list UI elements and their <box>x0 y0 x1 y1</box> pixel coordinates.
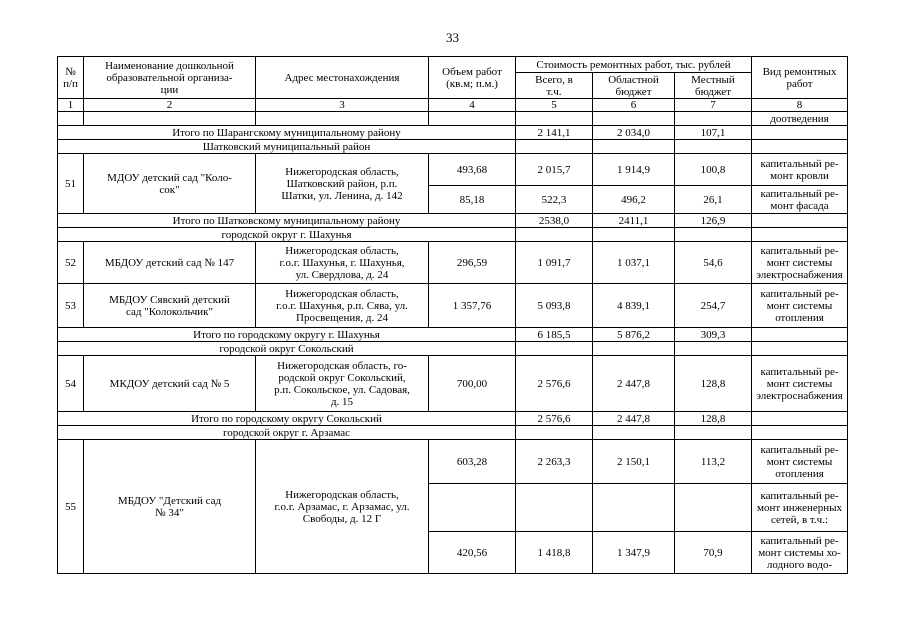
regional-cell: 2 447,8 <box>593 412 675 426</box>
col-number: 6 <box>593 99 675 112</box>
row-num: 55 <box>58 440 84 574</box>
address-cell: Нижегородская область, г.о.г. Арзамас, г. Арзамас, ул. Свободы, д. 12 Г <box>256 440 429 574</box>
total-cell: 2 015,7 <box>516 154 593 186</box>
address-cell: Нижегородская область, го- родской округ Сокольский, р.п. Сокольское, ул. Садовая, д. 15 <box>256 356 429 412</box>
institution-name: МБДОУ детский сад № 147 <box>84 242 256 284</box>
col-number: 8 <box>752 99 848 112</box>
local-cell: 128,8 <box>675 356 752 412</box>
subtotal-row <box>58 214 848 228</box>
volume-cell: 1 357,76 <box>429 284 516 328</box>
district-header-row <box>58 228 848 242</box>
regional-cell: 496,2 <box>593 186 675 214</box>
district-header: городской округ Сокольский <box>58 342 516 356</box>
header-total: Всего, в т.ч. <box>516 73 593 99</box>
address-cell: Нижегородская область, г.о.г. Шахунья, р.п. Сява, ул. Просвещения, д. 24 <box>256 284 429 328</box>
col-number: 2 <box>84 99 256 112</box>
col-number: 1 <box>58 99 84 112</box>
subtotal-label: Итого по Шатковскому муниципальному району <box>58 214 516 228</box>
total-cell: 2 141,1 <box>516 126 593 140</box>
local-cell: 128,8 <box>675 412 752 426</box>
district-header: городской округ г. Арзамас <box>58 426 516 440</box>
col-number: 3 <box>256 99 429 112</box>
regional-cell: 1 914,9 <box>593 154 675 186</box>
page-number: 33 <box>446 30 459 45</box>
work-type-cell: капитальный ре- монт инженерных сетей, в т.ч.: <box>752 484 848 532</box>
work-type-cell: капитальный ре- монт системы хо- лодного водо- <box>752 532 848 574</box>
total-cell: 522,3 <box>516 186 593 214</box>
local-cell: 100,8 <box>675 154 752 186</box>
row-num: 52 <box>58 242 84 284</box>
institution-name: МДОУ детский сад "Коло- сок" <box>84 154 256 214</box>
header-cost-group: Стоимость ремонтных работ, тыс. рублей <box>516 57 752 73</box>
local-cell: 26,1 <box>675 186 752 214</box>
regional-cell: 2 034,0 <box>593 126 675 140</box>
col-number: 4 <box>429 99 516 112</box>
total-cell: 1 091,7 <box>516 242 593 284</box>
regional-cell: 4 839,1 <box>593 284 675 328</box>
subtotal-row <box>58 328 848 342</box>
volume-cell: 296,59 <box>429 242 516 284</box>
volume-cell: 603,28 <box>429 440 516 484</box>
work-type-cell: доотведения <box>752 112 848 126</box>
volume-cell: 85,18 <box>429 186 516 214</box>
regional-cell: 2 150,1 <box>593 440 675 484</box>
address-cell: Нижегородская область, Шатковский район, р.п. Шатки, ул. Ленина, д. 142 <box>256 154 429 214</box>
local-cell: 254,7 <box>675 284 752 328</box>
district-header: Шатковский муниципальный район <box>58 140 516 154</box>
table-row <box>58 284 848 328</box>
local-cell: 113,2 <box>675 440 752 484</box>
local-cell: 126,9 <box>675 214 752 228</box>
row-num: 51 <box>58 154 84 214</box>
table-row <box>58 356 848 412</box>
volume-cell: 420,56 <box>429 532 516 574</box>
local-cell: 107,1 <box>675 126 752 140</box>
volume-cell: 700,00 <box>429 356 516 412</box>
row-num: 53 <box>58 284 84 328</box>
work-type-cell: капитальный ре- монт фасада <box>752 186 848 214</box>
subtotal-row <box>58 126 848 140</box>
local-cell: 70,9 <box>675 532 752 574</box>
subtotal-label: Итого по Шарангскому муниципальному району <box>58 126 516 140</box>
subtotal-row <box>58 412 848 426</box>
work-type-cell: капитальный ре- монт кровли <box>752 154 848 186</box>
col-number: 7 <box>675 99 752 112</box>
total-cell: 2538,0 <box>516 214 593 228</box>
header-local: Местный бюджет <box>675 73 752 99</box>
row-num: 54 <box>58 356 84 412</box>
address-cell: Нижегородская область, г.о.г. Шахунья, г. Шахунья, ул. Свердлова, д. 24 <box>256 242 429 284</box>
institution-name: МКДОУ детский сад № 5 <box>84 356 256 412</box>
col-number: 5 <box>516 99 593 112</box>
local-cell: 309,3 <box>675 328 752 342</box>
regional-cell: 2 447,8 <box>593 356 675 412</box>
header-address: Адрес местонахождения <box>256 57 429 99</box>
total-cell: 2 576,6 <box>516 412 593 426</box>
table-row <box>58 440 848 484</box>
regional-cell: 1 347,9 <box>593 532 675 574</box>
total-cell: 2 576,6 <box>516 356 593 412</box>
volume-cell: 493,68 <box>429 154 516 186</box>
district-header-row <box>58 140 848 154</box>
institution-name: МБДОУ Сявский детский сад "Колокольчик" <box>84 284 256 328</box>
work-type-cell: капитальный ре- монт системы электроснабжения <box>752 356 848 412</box>
institution-name: МБДОУ "Детский сад № 34" <box>84 440 256 574</box>
header-work-type: Вид ремонтных работ <box>752 57 848 99</box>
district-header-row <box>58 426 848 440</box>
regional-cell: 5 876,2 <box>593 328 675 342</box>
regional-cell: 2411,1 <box>593 214 675 228</box>
header-name: Наименование дошкольной образовательной организа- ции <box>84 57 256 99</box>
work-type-cell: капитальный ре- монт системы отопления <box>752 284 848 328</box>
work-type-cell: капитальный ре- монт системы отопления <box>752 440 848 484</box>
local-cell: 54,6 <box>675 242 752 284</box>
work-type-cell: капитальный ре- монт системы электроснабжения <box>752 242 848 284</box>
regional-cell: 1 037,1 <box>593 242 675 284</box>
table-row <box>58 112 848 126</box>
total-cell: 1 418,8 <box>516 532 593 574</box>
total-cell: 6 185,5 <box>516 328 593 342</box>
header-num: № п/п <box>58 57 84 99</box>
column-numbers-row <box>58 99 848 112</box>
total-cell: 5 093,8 <box>516 284 593 328</box>
table-row <box>58 154 848 186</box>
district-header-row <box>58 342 848 356</box>
header-volume: Объем работ (кв.м; п.м.) <box>429 57 516 99</box>
repair-works-table <box>57 56 848 574</box>
subtotal-label: Итого по городскому округу Сокольский <box>58 412 516 426</box>
total-cell: 2 263,3 <box>516 440 593 484</box>
header-regional: Областной бюджет <box>593 73 675 99</box>
subtotal-label: Итого по городскому округу г. Шахунья <box>58 328 516 342</box>
district-header: городской округ г. Шахунья <box>58 228 516 242</box>
table-row <box>58 242 848 284</box>
